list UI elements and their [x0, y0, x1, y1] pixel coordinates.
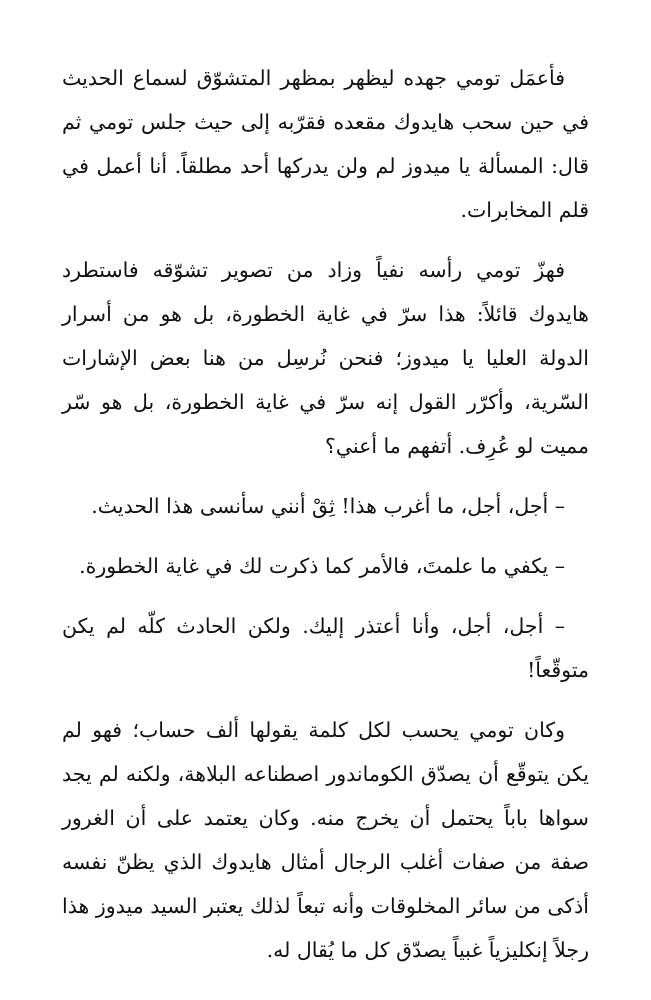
paragraph-dialogue-1: – أجل، أجل، ما أغرب هذا! ثِقْ أنني سأنسى هذا الحديث.: [91, 494, 565, 518]
paragraph-narration-2: فهزّ تومي رأسه نفياً وزاد من تصوير تشوّقه فاستطرد هايدوك قائلاً: هذا سرّ في غاية الخطورة، بل هو من أسرار الدولة العليا يا ميدوز؛ فنحن نُرسِل من هنا بعض الإشارات السّرية، وأكرّر القول إنه سرّ في غاية الخطورة، بل هو سّر مميت لو عُرِف. أتفهم ما أعني؟: [62, 258, 589, 458]
paragraph-dialogue-2: – يكفي ما علمتَ، فالأمر كما ذكرت لك في غاية الخطورة.: [79, 554, 565, 578]
paragraph-narration-3: وكان تومي يحسب لكل كلمة يقولها ألف حساب؛ فهو لم يكن يتوقّع أن يصدّق الكوماندور اصطناعه البلاهة، ولكنه لم يجد سواها باباً يحتمل أن يخرج منه. وكان يعتمد على أن الغرور صفة من صفات أغلب الرجال أمثال هايدوك الذي يظنّ نفسه أذكى من سائر المخلوقات وأنه تبعاً لذلك يعتبر السيد ميدوز هذا رجلاً إنكليزياً غبياً يصدّق كل ما يُقال له.: [62, 718, 589, 962]
paragraph-dialogue-3: – أجل، أجل، وأنا أعتذر إليك. ولكن الحادث كلّه لم يكن متوقّعاً!: [62, 614, 589, 682]
paragraph-narration-1: فأعمَل تومي جهده ليظهر بمظهر المتشوّق لسماع الحديث في حين سحب هايدوك مقعده فقرّبه إلى حيث جلس تومي ثم قال: المسألة يا ميدوز لم ولن يدركها أحد مطلقاً. أنا أعمل في قلم المخابرات.: [62, 66, 589, 222]
book-page: [62, 56, 589, 972]
